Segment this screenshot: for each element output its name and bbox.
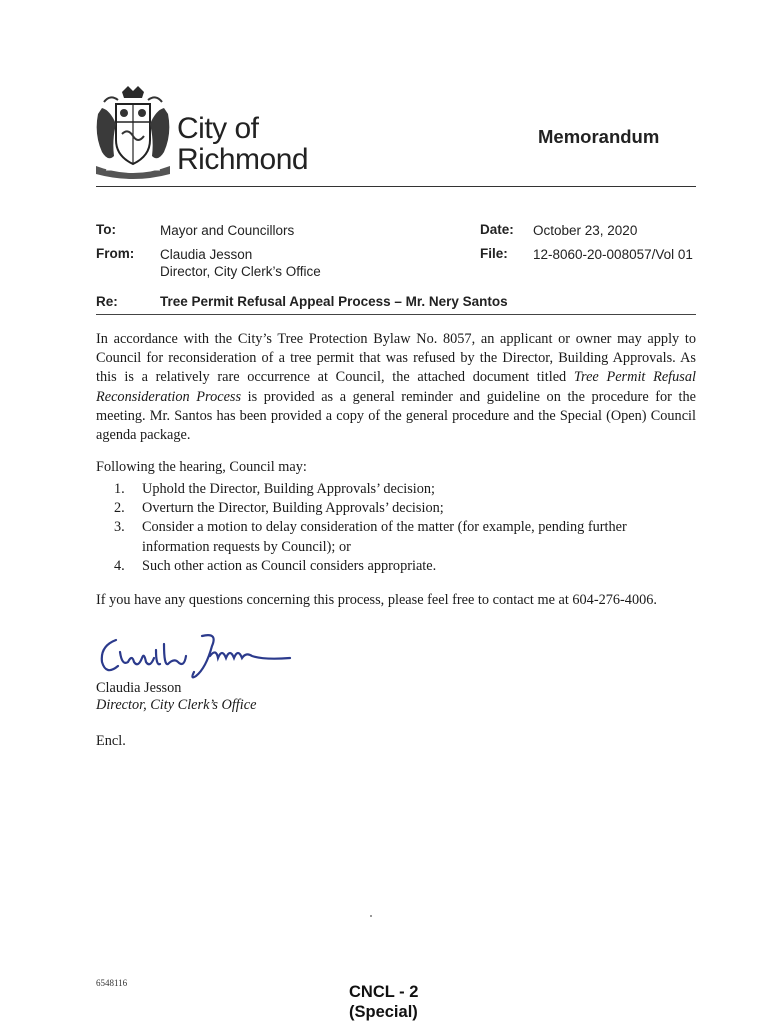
list-text: Consider a motion to delay consideration of the matter (for example, pending further information requests by Council); or (142, 519, 627, 555)
list-text: Such other action as Council considers appropriate. (142, 557, 437, 574)
signatory-name: Claudia Jesson (96, 680, 182, 696)
from-title: Director, City Clerk’s Office (160, 264, 321, 279)
council-options-list (96, 480, 696, 576)
from-name: Claudia Jesson (160, 247, 253, 262)
list-text: Uphold the Director, Building Approvals’ decision; (142, 481, 435, 497)
re-label: Re: (96, 294, 118, 309)
city-crest-logo (92, 84, 174, 184)
list-text: Overturn the Director, Building Approvals’ decision; (142, 500, 444, 517)
file-value: 12-8060-20-008057/Vol 01 (533, 247, 693, 262)
signatory-title: Director, City Clerk’s Office (96, 697, 257, 713)
list-item (96, 557, 696, 576)
org-name-line2: Richmond (177, 143, 309, 176)
paragraph-intro (96, 330, 696, 445)
org-name (177, 113, 308, 175)
paragraph-intro-b: is provided as a general reminder and guideline on the procedure for the meeting. Mr. Santos has been provided a copy of the general procedure and the Special (Open) Council agenda package. (96, 388, 696, 444)
enclosure-note: Encl. (96, 733, 126, 749)
handwritten-signature (94, 622, 294, 688)
paragraph-following: Following the hearing, Council may: (96, 459, 307, 475)
date-value: October 23, 2020 (533, 223, 638, 238)
list-number: 4. (114, 557, 125, 574)
paragraph-intro-a: In accordance with the City’s Tree Protection Bylaw No. 8057, an applicant or owner may apply to Council for reconsideration of a tree permit that was refused by the Director, Building Approvals. As this is a relatively rare occurrence at Council, the attached document titled (96, 331, 696, 386)
date-label: Date: (480, 222, 514, 237)
document-type: Memorandum (538, 126, 660, 147)
list-item (96, 480, 696, 499)
scan-speck (370, 915, 372, 917)
council-page-tag-line2: (Special) (349, 1003, 418, 1021)
org-name-line1: City of (177, 112, 259, 145)
document-number: 6548116 (96, 978, 128, 988)
to-label: To: (96, 222, 116, 237)
list-number: 1. (114, 481, 125, 497)
file-label: File: (480, 246, 508, 261)
list-number: 2. (114, 500, 125, 517)
header-rule (96, 186, 696, 187)
subject-rule (96, 314, 696, 315)
from-label: From: (96, 246, 135, 261)
list-item (96, 518, 696, 556)
attached-document-title: Tree Permit Refusal Reconsideration Process (96, 369, 696, 405)
council-page-tag-line1: CNCL - 2 (349, 983, 419, 1001)
to-value: Mayor and Councillors (160, 223, 295, 238)
list-item (96, 499, 696, 518)
paragraph-contact: If you have any questions concerning this process, please feel free to contact me at 604-276-4006. (96, 592, 657, 608)
council-page-tag (349, 982, 418, 1022)
re-value: Tree Permit Refusal Appeal Process – Mr. Nery Santos (160, 294, 508, 309)
list-number: 3. (114, 519, 125, 536)
